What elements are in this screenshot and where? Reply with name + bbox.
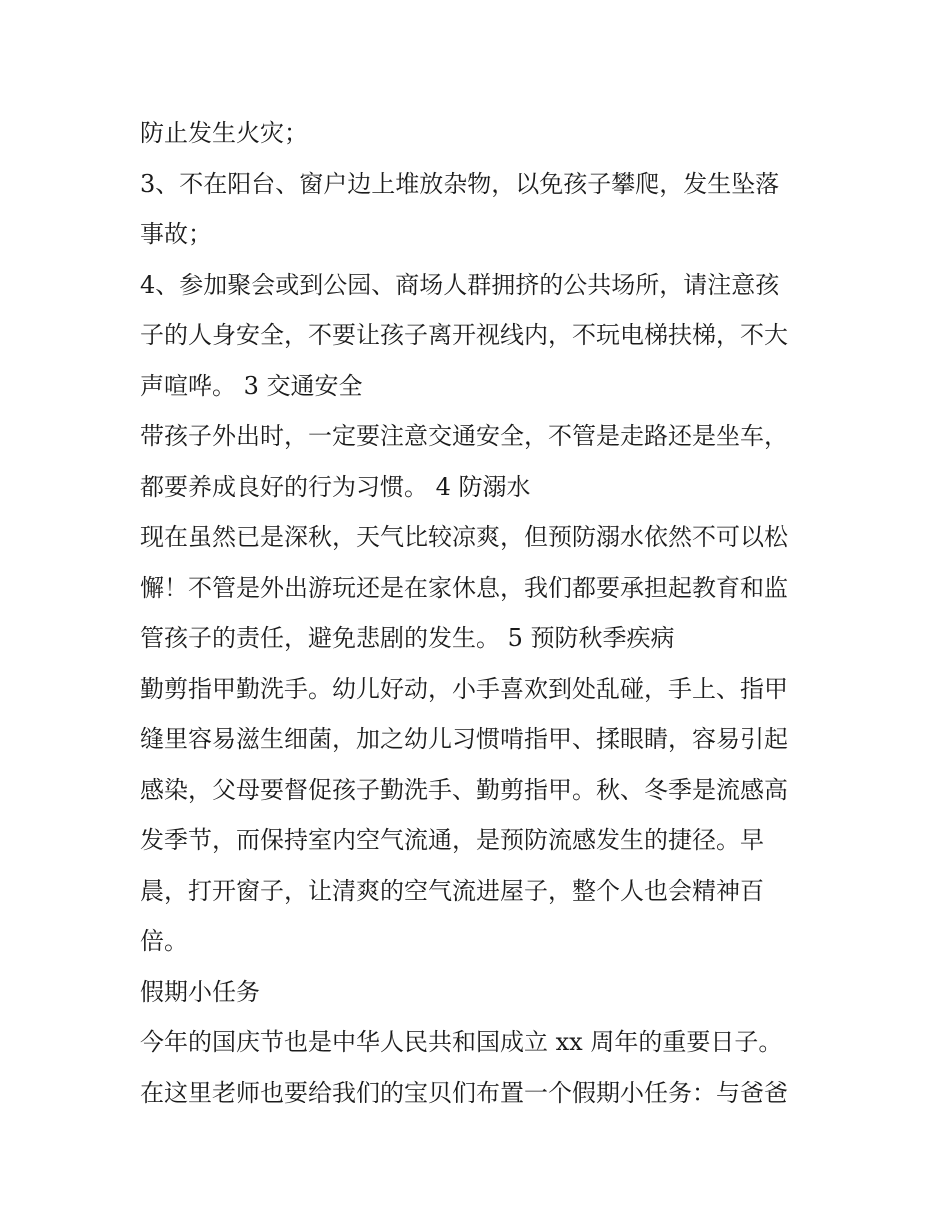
document-body (140, 108, 820, 1118)
text-line: 子的人身安全，不要让孩子离开视线内，不玩电梯扶梯，不大 (140, 321, 788, 349)
section-heading: 假期小任务 (140, 977, 260, 1006)
text-line: 勤剪指甲勤洗手。幼儿好动，小手喜欢到处乱碰，手上、指甲 (140, 674, 788, 703)
text-line: 防止发生火灾； (140, 119, 308, 147)
text-line: 声喧哗。 3 交通安全 (140, 371, 363, 400)
text-line: 缝里容易滋生细菌，加之幼儿习惯啃指甲、揉眼睛，容易引起 (140, 725, 788, 753)
text-line: 都要养成良好的行为习惯。 4 防溺水 (140, 472, 531, 501)
text-line: 今年的国庆节也是中华人民共和国成立 xx 周年的重要日子。 (140, 1028, 783, 1056)
text-line: 4、参加聚会或到公园、商场人群拥挤的公共场所，请注意孩 (140, 270, 780, 299)
text-line: 懈！不管是外出游玩还是在家休息，我们都要承担起教育和监 (140, 573, 788, 602)
text-line: 发季节，而保持室内空气流通，是预防流感发生的捷径。早 (140, 826, 764, 854)
text-line: 管孩子的责任，避免悲剧的发生。 5 预防秋季疾病 (140, 624, 675, 652)
text-line: 3、不在阳台、窗户边上堆放杂物，以免孩子攀爬，发生坠落 (140, 169, 780, 198)
text-line: 感染，父母要督促孩子勤洗手、勤剪指甲。秋、冬季是流感高 (140, 775, 788, 804)
text-line: 倍。 (140, 927, 188, 955)
text-line: 在这里老师也要给我们的宝贝们布置一个假期小任务：与爸爸 (140, 1078, 788, 1107)
text-line: 带孩子外出时，一定要注意交通安全，不管是走路还是坐车， (140, 422, 788, 450)
text-line: 事故； (140, 220, 212, 248)
text-line: 现在虽然已是深秋，天气比较凉爽，但预防溺水依然不可以松 (140, 523, 788, 551)
text-line: 晨，打开窗子，让清爽的空气流进屋子，整个人也会精神百 (140, 876, 764, 905)
